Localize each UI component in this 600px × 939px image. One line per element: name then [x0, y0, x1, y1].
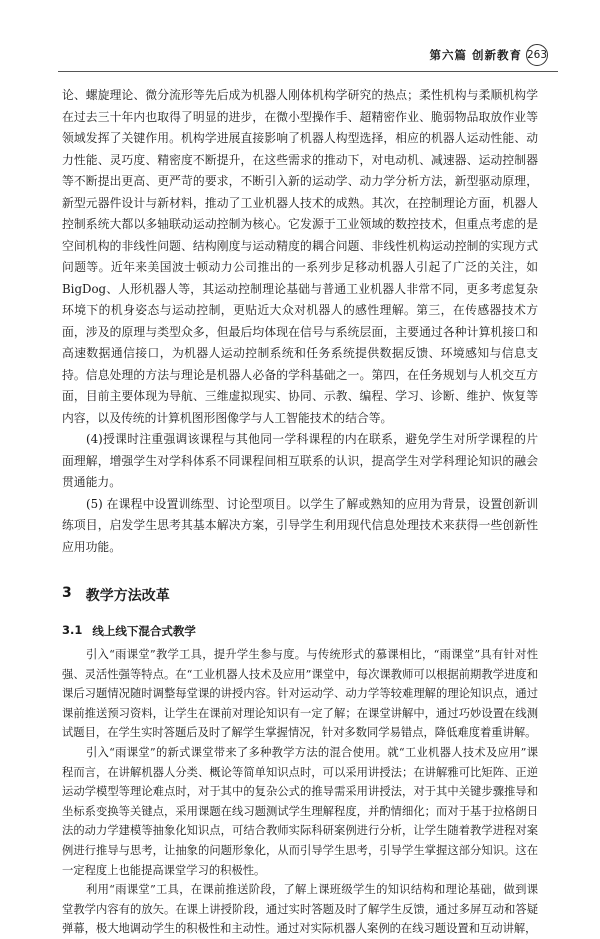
- section-heading: [62, 585, 538, 605]
- section-body: [62, 645, 538, 939]
- section-title: 教学方法改革: [85, 588, 170, 604]
- body-paragraph: 引入“雨课堂”的新式课堂带来了多种教学方法的混合使用。就“工业机器人技术及应用”课程而言，在讲解机器人分类、概论等简单知识点时，可以采用讲授法；在讲解雅可比矩阵、正逆运动学模型等理论难点时，对于其中的复杂公式的推导需采用讲授法，对于其中关键步骤推导和坐标系变换等关键点，采用课题在线习题测试学生理解程度，并酌情细化；而对于基于拉格朗日法的动力学建模等抽象化知识点，可结合教师实际科研案例进行分析，让学生随着教学进程对案例进行推导与思考，让抽象的问题形象化，从而引导学生思考，引导学生掌握这部分知识。这在一定程度上也能提高课堂学习的积极性。: [62, 745, 538, 877]
- page-number-badge: 263: [526, 44, 548, 66]
- section-number: 3: [62, 585, 72, 601]
- subsection-title: 线上线下混合式教学: [92, 624, 196, 638]
- body-paragraph: 论、螺旋理论、微分流形等先后成为机器人刚体机构学研究的热点；柔性机构与柔顺机构学在过去三十年内也取得了明显的进步，在微小型操作手、超精密作业、脆弱物品取放作业等领域发挥了关键作用。机构学进展直接影响了机器人构型选择，相应的机器人运动性能、动力性能、灵巧度、精密度不断提升，在这些需求的推动下，对电动机、减速器、运动控制器等不断提出更高、更严苛的要求，不断引入新的运动学、动力学分析方法，新型驱动原理，新型元器件设计与新材料，推动了工业机器人技术的成熟。其次，在控制理论方面，机器人控制系统大都以多轴联动运动控制为核心。它发源于工业领域的数控技术，但重点考虑的是空间机构的非线性问题、结构刚度与运动精度的耦合问题、非线性机构运动控制的实现方式问题等。近年来美国波士顿动力公司推出的一系列步足移动机器人引起了广泛的关注，如 BigDog、人形机器人等，其运动控制理论基础与普通工业机器人非常不同，更多考虑复杂环境下的机身姿态与运动控制，更贴近大众对机器人的感性理解。第三，在传感器技术方面，涉及的原理与类型众多，但最后均体现在信号与系统层面，主要通过各种计算机接口和高速数据通信接口，为机器人运动控制系统和任务系统提供数据反馈、环境感知与信息支持。信息处理的方法与理论是机器人必备的学科基础之一。第四，在任务规划与人机交互方面，目前主要体现为导航、三维虚拟现实、协同、示教、编程、学习、诊断、维护、恢复等内容，以及传统的计算机图形图像学与人工智能技术的结合等。: [62, 88, 538, 425]
- body-paragraph: 引入“雨课堂”教学工具，提升学生参与度。与传统形式的慕课相比，“雨课堂”具有针对性强、灵活性强等特点。在“工业机器人技术及应用”课堂中，每次课教师可以根据前期教学进度和课后习题情况随时调整每堂课的讲授内容。针对运动学、动力学等较难理解的理论知识点，通过课前推送预习资料，让学生在课前对理论知识有一定了解；在课堂讲解中，通过巧妙设置在线测试题目，在学生实时答题后及时了解学生掌握情况，针对多数同学易错点，降低难度着重讲解。: [62, 648, 538, 740]
- body-paragraph: (4)授课时注重强调该课程与其他同一学科课程的内在联系，避免学生对所学课程的片面理解，增强学生对学科体系不同课程间相互联系的认识，提高学生对学科理论知识的融会贯通能力。: [62, 432, 538, 489]
- running-header: [429, 44, 548, 66]
- header-section-title: 第六篇 创新教育: [429, 48, 522, 62]
- body-paragraph: (5) 在课程中设置训练型、讨论型项目。以学生了解或熟知的应用为背景，设置创新训练项目，启发学生思考其基本解决方案，引导学生利用现代信息处理技术来获得一些创新性应用功能。: [62, 496, 538, 554]
- subsection-heading: [62, 623, 538, 639]
- page-body: [62, 85, 538, 939]
- subsection-number: 3.1: [62, 623, 83, 637]
- header-rule: [58, 71, 558, 72]
- body-paragraph: 利用“雨课堂”工具，在课前推送阶段，了解上课班级学生的知识结构和理论基础，做到课堂教学内容有的放矢。在课上讲授阶段，通过实时答题及时了解学生反馈，通过多屏互动和答疑弹幕，极大地调动学生的积极性和主动性。通过对实际机器人案例的在线习题设置和互动讲解，: [62, 883, 538, 936]
